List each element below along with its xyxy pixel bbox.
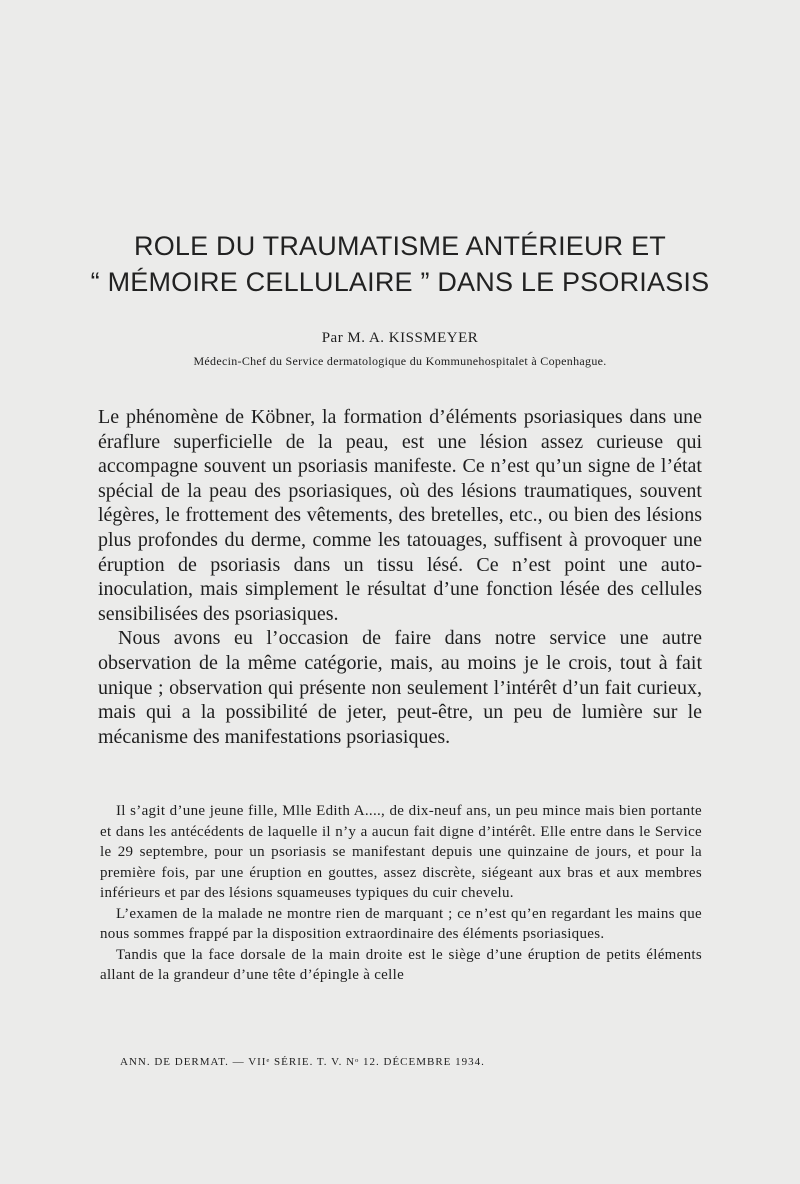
body-paragraph: Il s’agit d’une jeune fille, Mlle Edith A...., de dix-neuf ans, un peu mince mais bien portante et dans les antécédents de laquelle il n’y a aucun fait digne d’intérêt. Elle entre dans le Service le 29 septembre, pour un psoriasis se manifestant depuis une quinzaine de jours, et pour la première fois, par une éruption en gouttes, assez discrète, siégeant aux bras et aux membres inférieurs et par des lésions squameuses typiques du cuir chevelu. xyxy=(100,803,702,901)
article-title xyxy=(60,228,740,300)
title-line-1: ROLE DU TRAUMATISME ANTÉRIEUR ET xyxy=(134,231,666,261)
author-line: Par M. A. KISSMEYER xyxy=(321,330,479,346)
journal-footer: ANN. DE DERMAT. — VIIᵉ SÉRIE. T. V. Nᵒ 12. DÉCEMBRE 1934. xyxy=(120,1056,485,1068)
author-affiliation: Médecin-Chef du Service dermatologique du Kommunehospitalet à Copenhague. xyxy=(193,354,607,368)
abstract-paragraph: Nous avons eu l’occasion de faire dans notre service une autre observation de la même catégorie, mais, au moins je le crois, tout à fait unique ; observation qui présente non seulement l’intérêt d’un fait curieux, mais qui a la possibilité de jeter, peut-être, un peu de lumière sur le mécanisme des manifestations psoriasiques. xyxy=(98,627,702,748)
body-text xyxy=(100,801,702,986)
abstract xyxy=(98,405,702,749)
body-paragraph: L’examen de la malade ne montre rien de marquant ; ce n’est qu’en regardant les mains que nous sommes frappé par la disposition extraordinaire des éléments psoriasiques. xyxy=(100,905,702,942)
abstract-paragraph: Le phénomène de Köbner, la formation d’éléments psoriasiques dans une éraflure superficielle de la peau, est une lésion assez curieuse qui accompagne souvent un psoriasis manifeste. Ce n’est qu’un signe de l’état spécial de la peau des psoriasiques, où des lésions traumatiques, souvent légères, le frottement des vêtements, des bretelles, etc., ou bien des lésions plus profondes du derme, comme les tatouages, suffisent à provoquer une éruption de psoriasis dans un tissu lésé. Ce n’est point une auto-inoculation, mais simplement le résultat d’une fonction lésée des cellules sensibilisées des psoriasiques. xyxy=(98,406,702,625)
body-paragraph: Tandis que la face dorsale de la main droite est le siège d’une éruption de petits éléments allant de la grandeur d’une tête d’épingle à celle xyxy=(100,946,702,983)
title-line-2: “ MÉMOIRE CELLULAIRE ” DANS LE PSORIASIS xyxy=(90,267,710,297)
